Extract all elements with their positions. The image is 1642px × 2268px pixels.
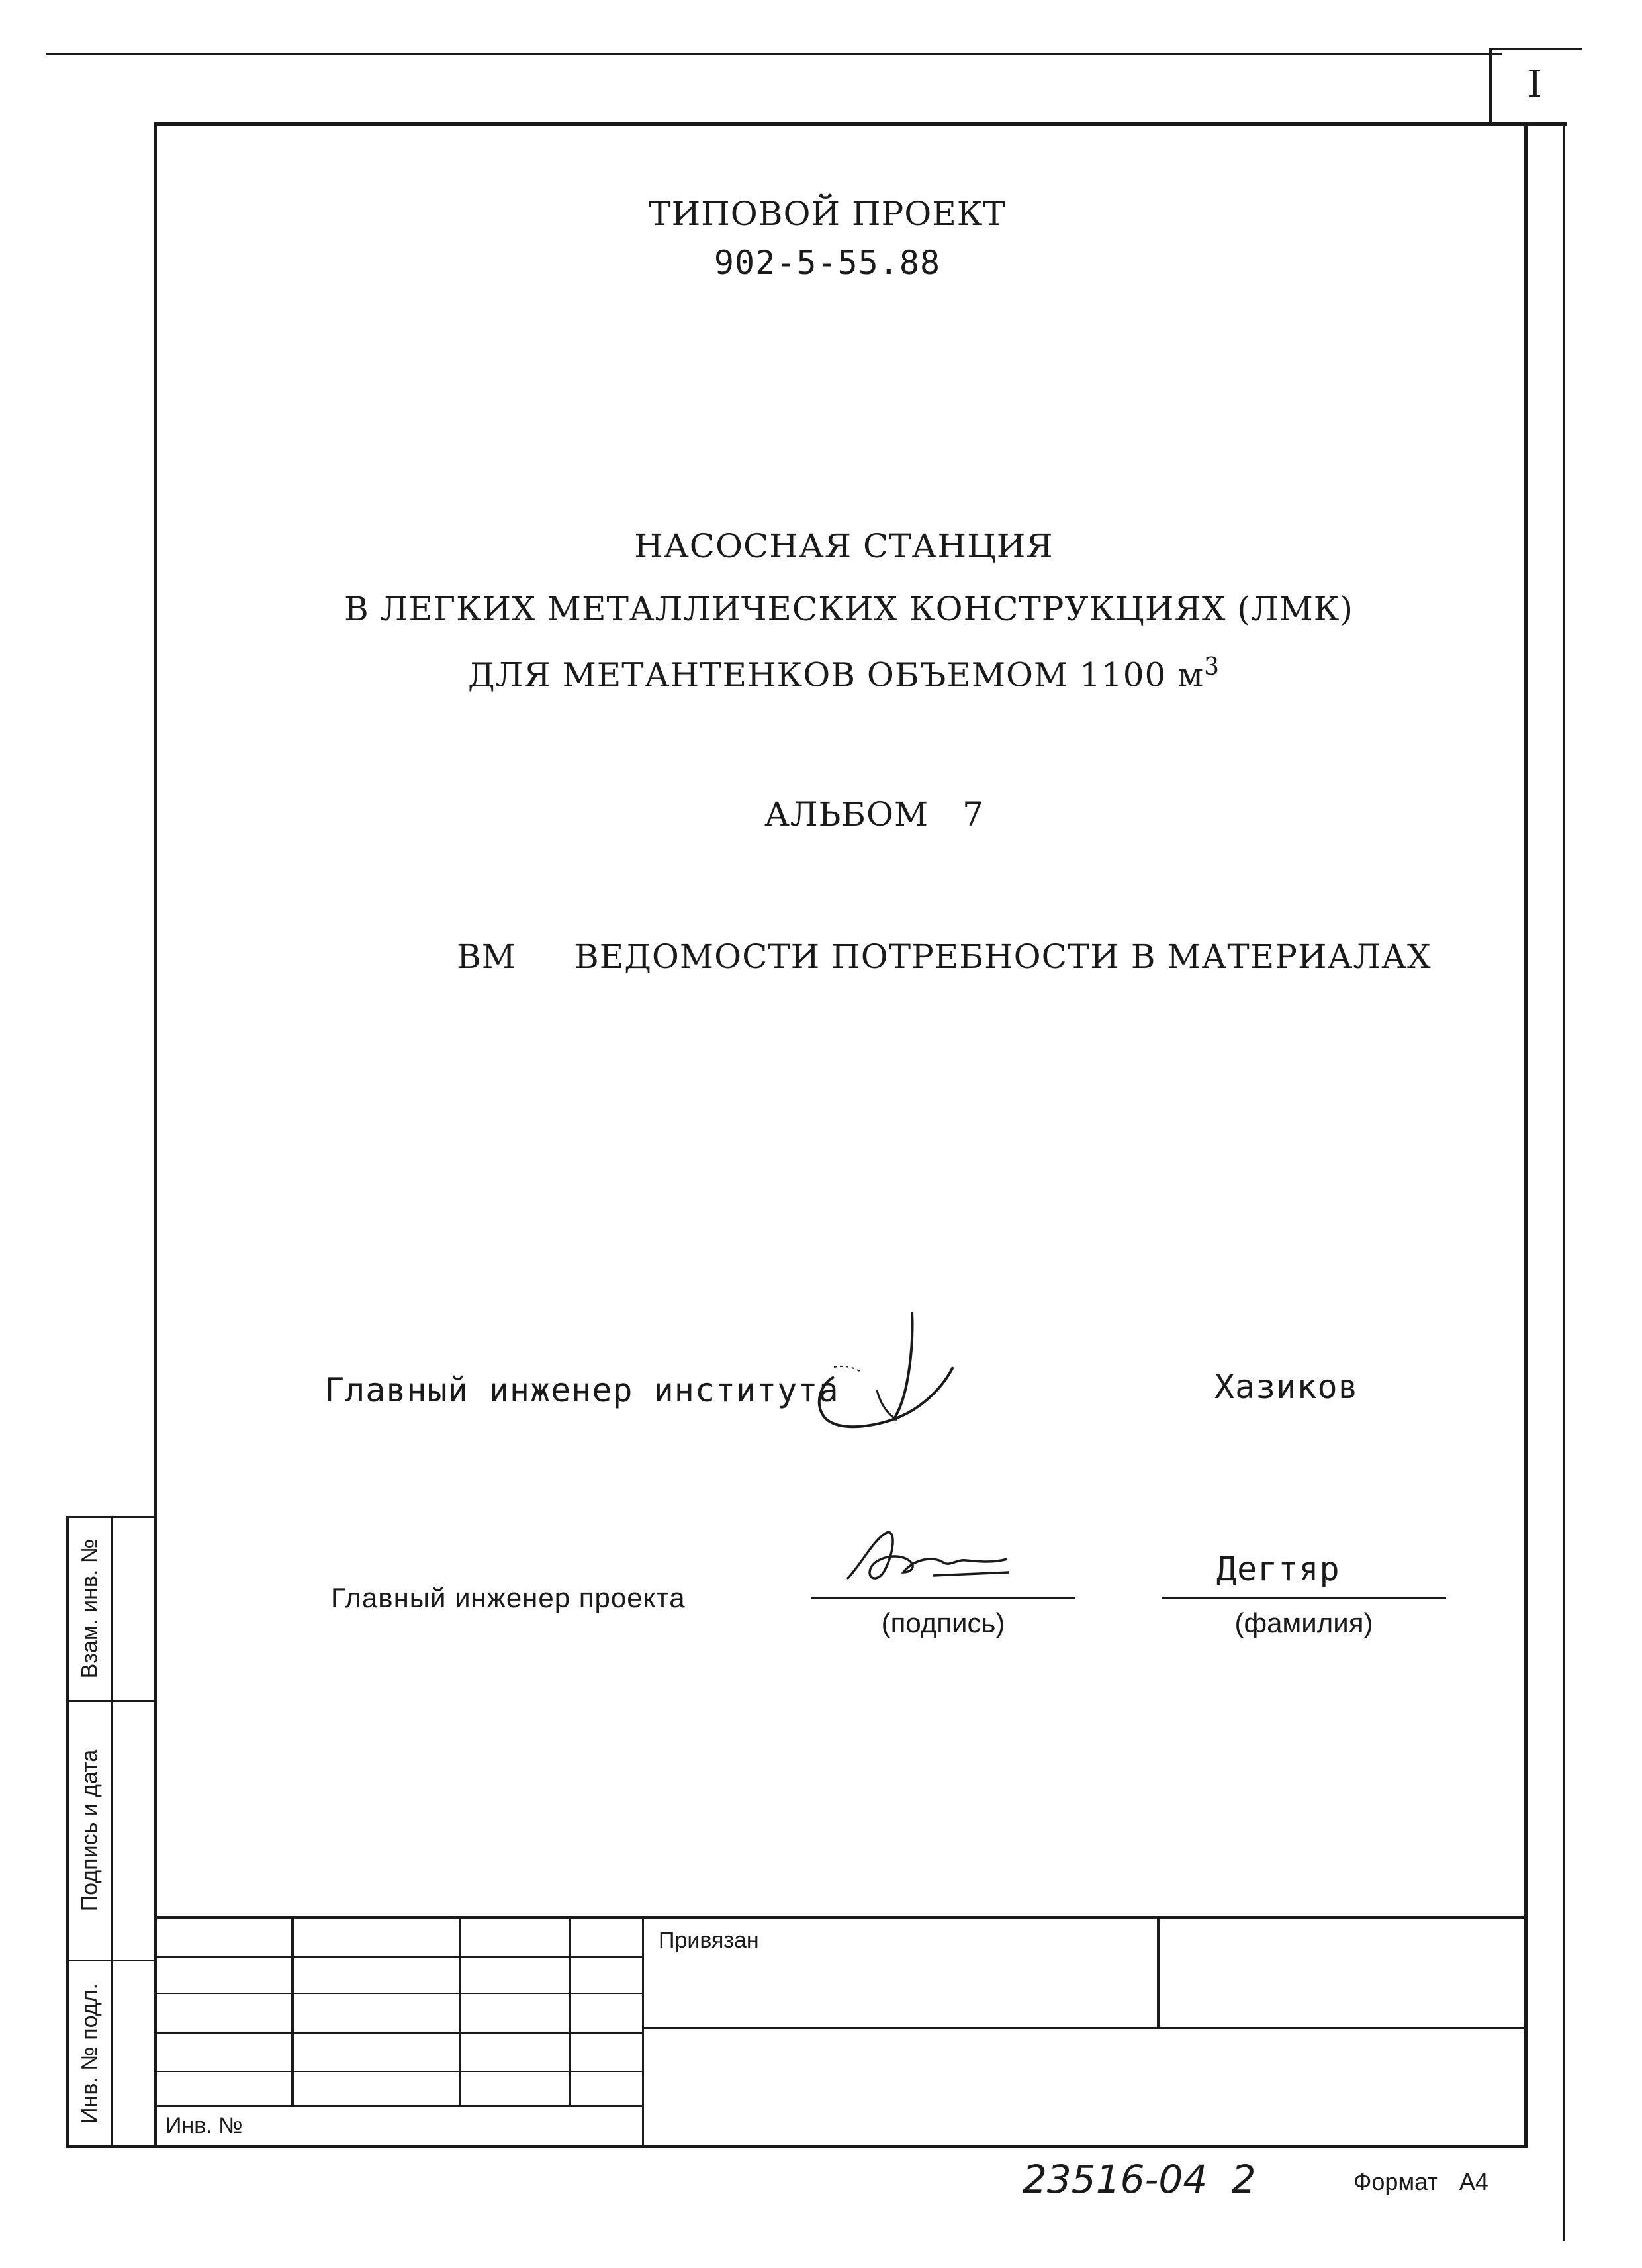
title-line-1: НАСОСНАЯ СТАНЦИЯ: [634, 527, 1054, 565]
section-name: ВЕДОМОСТИ ПОТРЕБНОСТИ В МАТЕРИАЛАХ: [574, 937, 1432, 976]
title-line-3: [463, 655, 1224, 692]
institute-engineer-name: Хазиков: [1214, 1368, 1359, 1406]
section-code: ВМ: [457, 937, 516, 976]
page-number: I: [1527, 63, 1543, 106]
format-label-text: Формат: [1353, 2168, 1438, 2195]
table-row-d: [154, 2071, 644, 2072]
project-engineer-label: Главный инженер проекта: [331, 1582, 686, 1613]
side-stamp-divider: [111, 1516, 113, 2148]
sign-date-label: Подпись и дата: [77, 1749, 103, 1912]
frame-right: [1524, 122, 1528, 2148]
table-col-3: [569, 1916, 571, 2105]
table-top: [154, 1916, 1528, 1919]
bound-label: Привязан: [659, 1928, 759, 1953]
table-row-c: [154, 2032, 644, 2034]
table-row-a: [154, 1956, 644, 1958]
institute-engineer-label: Главный инженер института: [324, 1371, 839, 1409]
inv-number-label: Инв. №: [165, 2113, 243, 2138]
album-label: АЛЬБОМ: [764, 795, 929, 833]
replace-inv-label: Взам. инв. №: [77, 1538, 103, 1679]
project-engineer-signature: [834, 1519, 1013, 1592]
project-type: ТИПОВОЙ ПРОЕКТ: [649, 195, 1006, 233]
document-number: 23516-04 2: [1023, 2157, 1256, 2202]
page-number-box-top: [1489, 48, 1582, 50]
top-trim-line: [46, 53, 1502, 55]
surname-caption: (фамилия): [1234, 1607, 1373, 1638]
table-col-5: [1157, 1916, 1160, 2029]
side-stamp-left: [66, 1516, 69, 2148]
surname-underline: [1162, 1597, 1446, 1599]
frame-outer-right: [1563, 122, 1565, 2241]
frame-top: [154, 122, 1567, 126]
format-value: А4: [1459, 2168, 1488, 2195]
title-line-3-text: ДЛЯ МЕТАНТЕНКОВ ОБЪЕМОМ 1100 м: [467, 655, 1205, 694]
signature-underline: [811, 1597, 1075, 1599]
orig-inv-label: Инв. № подл.: [77, 1983, 103, 2124]
album-line: [764, 795, 984, 833]
project-engineer-name: Дегтяр: [1216, 1550, 1340, 1588]
table-row-e: [154, 2105, 644, 2107]
frame-bottom: [66, 2145, 1528, 2148]
table-row-b: [154, 1993, 644, 1994]
table-col-2: [459, 1916, 461, 2105]
signature-caption: (подпись): [881, 1607, 1005, 1638]
title-line-3-superscript: 3: [1204, 653, 1220, 681]
title-line-2: В ЛЕГКИХ МЕТАЛЛИЧЕСКИХ КОНСТРУКЦИЯХ (ЛМК): [344, 590, 1353, 628]
institute-engineer-signature: [814, 1304, 966, 1450]
table-row-f: [642, 2027, 1528, 2029]
table-col-1: [291, 1916, 294, 2105]
side-stamp-row-2: [66, 1960, 156, 1961]
side-stamp-row-1: [66, 1700, 156, 1702]
format-label: [1353, 2168, 1488, 2196]
frame-left: [154, 122, 157, 2148]
project-number: 902-5-55.88: [713, 244, 941, 282]
album-number: 7: [962, 795, 984, 833]
